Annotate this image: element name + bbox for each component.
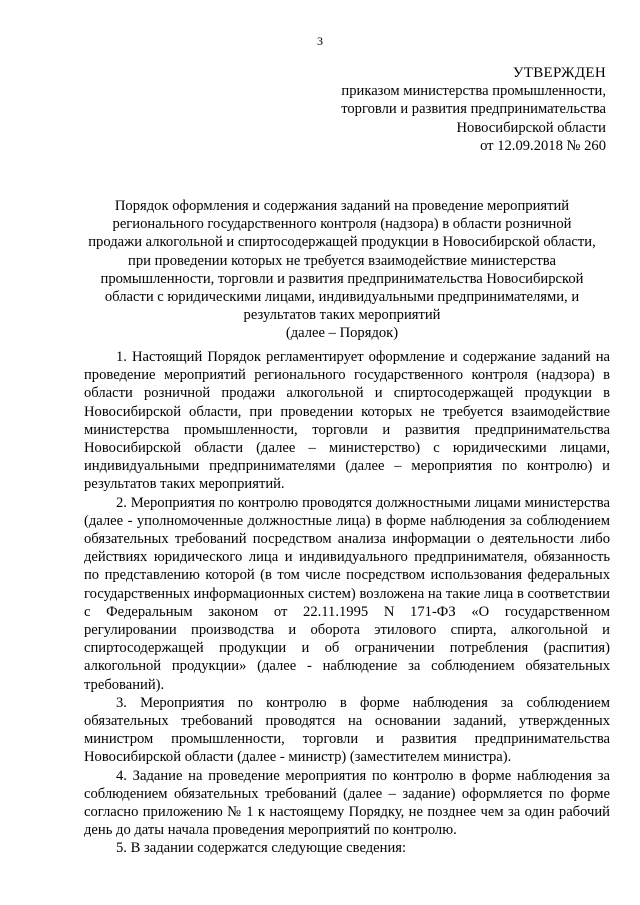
paragraph-1: 1. Настоящий Порядок регламентирует оформление и содержание заданий на проведение мероприятий регионального государственного контроля (надзора) в области розничной продажи алкогольной и спиртосодержащей продукции в Новосибирской области, при проведении которых не требуется взаимодействие министерства промышленности, торговли и развития предпринимательства Новосибирской области (далее – министерство) с юридическими лицами, индивидуальными предпринимателями (далее – мероприятия по контролю) и результатов таких мероприятий. <box>84 349 610 493</box>
title-line: области с юридическими лицами, индивидуальными предпринимателями, и <box>104 289 580 306</box>
document-title <box>84 197 600 343</box>
paragraph-2: 2. Мероприятия по контролю проводятся должностными лицами министерства (далее - уполномоченные должностные лица) в форме наблюдения за соблюдением обязательных требований посредством анализа информации о деятельности либо действиях юридического лица и индивидуального предпринимателя, обязанность по представлению которой (в том числе посредством использования федеральных государственных информационных систем) возложена на такие лица в соответствии с Федеральным законом от 22.11.1995 N 171-ФЗ «О государственном регулировании производства и оборота этилового спирта, алкогольной и спиртосодержащей продукции и об ограничении потребления (распития) алкогольной продукции» (далее - наблюдение за соблюдением обязательных требований). <box>84 494 610 693</box>
approval-line: торговли и развития предпринимательства <box>341 101 606 118</box>
approval-line: приказом министерства промышленности, <box>341 83 606 100</box>
page-number: 3 <box>317 34 323 48</box>
approval-date: от 12.09.2018 № 260 <box>480 137 606 154</box>
approval-block <box>266 64 606 155</box>
paragraph-5: 5. В задании содержатся следующие сведения: <box>116 840 407 857</box>
approval-heading: УТВЕРЖДЕН <box>512 65 606 81</box>
document-body <box>84 348 610 858</box>
title-line: результатов таких мероприятий <box>243 307 441 324</box>
title-line: (далее – Порядок) <box>285 325 399 342</box>
title-line: Порядок оформления и содержания заданий на проведение мероприятий <box>114 198 570 214</box>
title-line: регионального государственного контроля (надзора) в области розничной <box>112 216 572 233</box>
title-line: промышленности, торговли и развития предпринимательства Новосибирской <box>100 270 584 287</box>
paragraph-4: 4. Задание на проведение мероприятия по контролю в форме наблюдения за соблюдением обязательных требований (далее – задание) оформляется по форме согласно приложению № 1 к настоящему Порядку, не позднее чем за один рабочий день до даты начала проведения мероприятий по контролю. <box>84 767 610 839</box>
paragraph-3: 3. Мероприятия по контролю в форме наблюдения за соблюдением обязательных требований проводятся на основании заданий, утвержденных министром промышленности, торговли и развития предпринимательства Новосибирской области (далее - министр) (заместителем министра). <box>84 694 610 766</box>
approval-line: Новосибирской области <box>456 119 606 136</box>
title-line: продажи алкогольной и спиртосодержащей продукции в Новосибирской области, <box>88 234 596 251</box>
title-line: при проведении которых не требуется взаимодействие министерства <box>128 252 556 269</box>
